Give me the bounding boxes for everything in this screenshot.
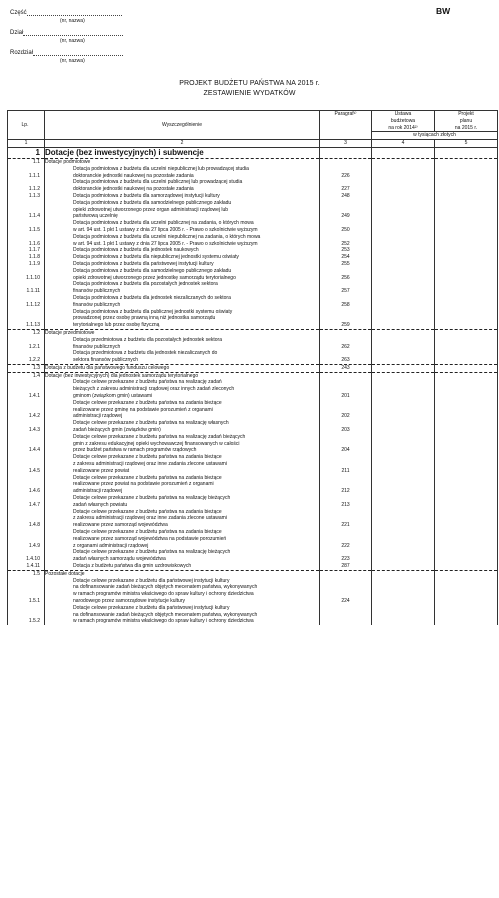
col-lp-header: Lp. [8,111,45,140]
row-description: Dotacje celowe przekazane z budżetu państwa na realizację zadań bieżących z zakresu administracji rządowej oraz innych zadań zleconych gminom (związkom gmin) ustawami [45,379,320,399]
row-paragraf: 257 [320,281,372,295]
row-ustawa-value [372,254,435,261]
row-projekt-value [435,261,498,268]
row-description: Dotacje celowe przekazane z budżetu państwa na realizację bieżących zadań własnych powiatu [45,495,320,509]
table-row [8,400,498,420]
row-projekt-value [435,254,498,261]
row-ustawa-value [372,454,435,474]
row-paragraf [320,147,372,158]
row-ustawa-value [372,563,435,570]
row-projekt-value [435,400,498,420]
row-ustawa-value [372,379,435,399]
row-projekt-value [435,434,498,454]
row-projekt-value [435,337,498,351]
row-paragraf: 221 [320,509,372,529]
row-paragraf: 248 [320,193,372,200]
row-lp: 1.4.10 [8,549,45,563]
table-row [8,158,498,165]
row-ustawa-value [372,364,435,372]
row-lp: 1.4.4 [8,434,45,454]
row-paragraf: 262 [320,337,372,351]
row-lp: 1.1.13 [8,309,45,330]
row-description: Dotacja podmiotowa z budżetu dla samodzielnego publicznego zakładu opieki zdrowotnej utworzonego przez organ administracji rządowej lub państwową uczelnię [45,200,320,220]
column-number-row [8,140,498,148]
row-lp: 1.1.7 [8,247,45,254]
row-lp: 1.1.8 [8,254,45,261]
row-paragraf [320,605,372,625]
row-lp: 1.2.1 [8,337,45,351]
row-paragraf: 226 [320,166,372,180]
table-row [8,529,498,549]
row-lp: 1.2.2 [8,350,45,364]
row-paragraf: 227 [320,179,372,193]
table-row [8,281,498,295]
row-ustawa-value [372,529,435,549]
dzial-field[interactable] [10,29,123,36]
row-description: Dotacje celowe przekazane z budżetu państwa na zadania bieżące realizowane przez gminę na podstawie porozumień z organami administracji rządowej [45,400,320,420]
row-description: Dotacja podmiotowa z budżetu dla uczelni niepublicznej lub prowadzącej studia doktoranckie jednostki naukowej na pozostałe zadania [45,166,320,180]
table-row [8,454,498,474]
row-paragraf: 202 [320,400,372,420]
expenses-table [7,110,498,625]
col-number: 5 [435,140,498,148]
table-row [8,337,498,351]
row-paragraf: 253 [320,247,372,254]
row-projekt-value [435,605,498,625]
row-projekt-value [435,309,498,330]
row-projekt-value [435,220,498,234]
col-number: 4 [372,140,435,148]
row-paragraf [320,372,372,379]
table-row [8,147,498,158]
row-paragraf: 201 [320,379,372,399]
row-projekt-value [435,281,498,295]
table-row [8,295,498,309]
table-row [8,420,498,434]
row-description: Dotacja z budżetu państwa dla gmin uzdrowiskowych [45,563,320,570]
col-paragraf-header: Paragraf¹⁾ [320,111,372,140]
rozdzial-sub: (nr, nazwa) [60,58,85,64]
row-projekt-value [435,166,498,180]
row-projekt-value [435,570,498,577]
row-paragraf [320,158,372,165]
row-lp: 1.1.2 [8,179,45,193]
row-paragraf: 250 [320,220,372,234]
table-row [8,563,498,570]
row-paragraf [320,329,372,336]
table-row [8,372,498,379]
row-lp: 1.1.1 [8,166,45,180]
row-projekt-value [435,549,498,563]
row-description: Dotacje celowe przekazane z budżetu państwa na realizację zadań bieżących gmin z zakresu edukacyjnej opieki wychowawczej finansowanych w całości przez budżet państwa w ramach programów rządowych [45,434,320,454]
col-ustawa-header: Ustawa budżetowa na rok 2014²⁾ [372,111,435,132]
unit-label: w tysiącach złotych [372,132,498,140]
row-projekt-value [435,329,498,336]
row-description: Dotacje (bez inwestycyjnych) dla jednostek samorządu terytorialnego [45,372,320,379]
table-row [8,268,498,282]
row-ustawa-value [372,261,435,268]
row-paragraf: 287 [320,563,372,570]
table-row [8,350,498,364]
row-paragraf: 255 [320,261,372,268]
row-ustawa-value [372,509,435,529]
row-paragraf: 254 [320,254,372,261]
row-paragraf: 258 [320,295,372,309]
row-description: Dotacja podmiotowa z budżetu dla samodzielnego publicznego zakładu opieki zdrowotnej utworzonego przez jednostkę samorządu terytorialnego [45,268,320,282]
row-description: Dotacje celowe przekazane z budżetu państwa na zadania bieżące z zakresu administracji rządowej oraz inne zadania zlecone ustawami realizowane przez samorząd województwa [45,509,320,529]
row-ustawa-value [372,400,435,420]
table-row [8,495,498,509]
col-desc-header: Wyszczególnienie [45,111,320,140]
row-projekt-value [435,475,498,495]
row-projekt-value [435,179,498,193]
row-projekt-value [435,364,498,372]
row-lp: 1.4.3 [8,420,45,434]
row-projekt-value [435,234,498,248]
row-lp: 1.4.11 [8,563,45,570]
row-description: Dotacje przedmiotowe [45,329,320,336]
row-paragraf: 222 [320,529,372,549]
row-description: Dotacje celowe przekazane z budżetu państwa na zadania bieżące z zakresu administracji rządowej oraz inne zadania zlecone ustawami realizowane przez powiat [45,454,320,474]
row-lp: 1.1.6 [8,234,45,248]
row-description: Dotacje celowe przekazane z budżetu państwa na zadania bieżące realizowane przez powiat na podstawie porozumień z organami administracji rządowej [45,475,320,495]
row-projekt-value [435,379,498,399]
row-ustawa-value [372,495,435,509]
row-ustawa-value [372,434,435,454]
czesc-dotted-line [27,9,122,16]
table-row [8,220,498,234]
row-ustawa-value [372,309,435,330]
row-lp: 1.4.2 [8,400,45,420]
row-lp: 1.5 [8,570,45,577]
row-lp: 1.1.9 [8,261,45,268]
row-ustawa-value [372,570,435,577]
row-description: Dotacja z budżetu dla państwowego funduszu celowego [45,364,320,372]
table-row [8,578,498,605]
row-ustawa-value [372,337,435,351]
table-row [8,434,498,454]
row-description: Dotacje celowe przekazane z budżetu państwa na zadania bieżące realizowane przez samorząd województwa na podstawie porozumień z organami administracji rządowej [45,529,320,549]
row-lp: 1.4.1 [8,379,45,399]
row-ustawa-value [372,475,435,495]
row-description: Dotacje celowe przekazane z budżetu dla państwowej instytucji kultury na dofinansowanie zadań bieżących objętych mecenatem państwa, wykonywanych w ramach programów ministra właściwego do spraw kultury i ochrony dziedzictwa [45,605,320,625]
row-ustawa-value [372,220,435,234]
row-description: Dotacja podmiotowa z budżetu dla uczelni publicznej na zadania, o których mowa w art. 94 ust. 1 pkt 1 ustawy z dnia 27 lipca 2005 r. - Prawo o szkolnictwie wyższym [45,220,320,234]
row-description: Dotacja przedmiotowa z budżetu dla pozostałych jednostek sektora finansów publicznych [45,337,320,351]
row-ustawa-value [372,200,435,220]
col-number: 3 [320,140,372,148]
row-lp: 1.1.11 [8,281,45,295]
row-projekt-value [435,578,498,605]
row-description: Pozostałe dotacje [45,570,320,577]
row-ustawa-value [372,166,435,180]
row-description: Dotacja podmiotowa z budżetu dla uczelni publicznej lub prowadzącej studia doktoranckie jednostki naukowej na pozostałe zadania [45,179,320,193]
row-ustawa-value [372,281,435,295]
table-row [8,509,498,529]
row-lp: 1 [8,147,45,158]
table-row [8,200,498,220]
row-ustawa-value [372,193,435,200]
row-lp: 1.4.8 [8,509,45,529]
document-subtitle: ZESTAWIENIE WYDATKÓW [203,90,296,97]
row-projekt-value [435,529,498,549]
table-row [8,549,498,563]
row-projekt-value [435,193,498,200]
row-description: Dotacje celowe przekazane z budżetu państwa na realizację bieżących zadań własnych samorządu województwa [45,549,320,563]
row-lp: 1.1.10 [8,268,45,282]
row-projekt-value [435,454,498,474]
row-description: Dotacja podmiotowa z budżetu dla samorządowej instytucji kultury [45,193,320,200]
row-lp: 1.4.6 [8,475,45,495]
czesc-field[interactable] [10,9,122,16]
row-ustawa-value [372,179,435,193]
row-ustawa-value [372,372,435,379]
row-ustawa-value [372,350,435,364]
row-ustawa-value [372,578,435,605]
row-lp: 1.4 [8,372,45,379]
row-ustawa-value [372,158,435,165]
row-lp: 1.1 [8,158,45,165]
dzial-label: Dział [10,30,24,36]
table-row [8,379,498,399]
row-projekt-value [435,350,498,364]
table-row [8,166,498,180]
row-paragraf: 256 [320,268,372,282]
row-paragraf: 204 [320,434,372,454]
row-description: Dotacja podmiotowa z budżetu dla uczelni niepublicznej na zadania, o których mowa w art. 94 ust. 1 pkt 1 ustawy z dnia 27 lipca 2005 r. - Prawo o szkolnictwie wyższym [45,234,320,248]
row-projekt-value [435,147,498,158]
row-paragraf: 211 [320,454,372,474]
row-projekt-value [435,268,498,282]
row-paragraf: 213 [320,495,372,509]
row-lp: 1.1.12 [8,295,45,309]
row-paragraf: 203 [320,420,372,434]
row-paragraf: 249 [320,200,372,220]
row-ustawa-value [372,420,435,434]
row-ustawa-value [372,329,435,336]
row-description: Dotacja podmiotowa z budżetu dla jednostek niezaliczanych do sektora finansów publicznych [45,295,320,309]
row-description: Dotacja podmiotowa z budżetu dla jednostek naukowych [45,247,320,254]
table-row [8,234,498,248]
row-projekt-value [435,158,498,165]
form-code: BW [436,6,451,16]
row-lp: 1.1.5 [8,220,45,234]
row-projekt-value [435,509,498,529]
row-paragraf: 243 [320,364,372,372]
table-row [8,193,498,200]
rozdzial-label: Rozdział [10,50,34,56]
row-ustawa-value [372,268,435,282]
table-row [8,179,498,193]
row-projekt-value [435,247,498,254]
row-paragraf: 263 [320,350,372,364]
table-row [8,309,498,330]
row-lp: 1.3 [8,364,45,372]
czesc-sub: (nr, nazwa) [60,18,85,24]
czesc-label: Część [10,10,27,16]
row-paragraf: 224 [320,578,372,605]
table-row [8,475,498,495]
table-row [8,329,498,336]
table-row [8,254,498,261]
row-lp: 1.2 [8,329,45,336]
row-lp: 1.1.3 [8,193,45,200]
row-ustawa-value [372,295,435,309]
row-projekt-value [435,372,498,379]
row-description: Dotacje celowe przekazane z budżetu państwa na realizację własnych zadań bieżących gmin (związków gmin) [45,420,320,434]
table-row [8,570,498,577]
col-number: 1 [8,140,45,148]
row-description: Dotacje podmiotowe [45,158,320,165]
row-lp: 1.5.1 [8,578,45,605]
table-row [8,261,498,268]
row-lp: 1.1.4 [8,200,45,220]
row-paragraf: 252 [320,234,372,248]
rozdzial-field[interactable] [10,49,123,56]
table-row [8,364,498,372]
row-ustawa-value [372,247,435,254]
row-lp: 1.4.9 [8,529,45,549]
row-description: Dotacja podmiotowa z budżetu dla publicznej jednostki systemu oświaty prowadzonej przez osobę prawną inną niż jednostka samorządu terytorialnego lub przez osobę fizyczną [45,309,320,330]
row-lp: 1.4.5 [8,454,45,474]
row-ustawa-value [372,549,435,563]
rozdzial-dotted-line [33,49,123,56]
col-number: 2 [45,140,320,148]
row-description: Dotacja podmiotowa z budżetu dla państwowej instytucji kultury [45,261,320,268]
row-projekt-value [435,495,498,509]
table-row [8,605,498,625]
document-title: PROJEKT BUDŻETU PAŃSTWA NA 2015 r. [179,80,320,87]
row-lp: 1.5.2 [8,605,45,625]
row-lp: 1.4.7 [8,495,45,509]
table-header-row [8,111,498,132]
row-paragraf: 212 [320,475,372,495]
dzial-dotted-line [23,29,123,36]
row-projekt-value [435,420,498,434]
row-ustawa-value [372,605,435,625]
row-description: Dotacje (bez inwestycyjnych) i subwencje [45,147,320,158]
table-row [8,247,498,254]
row-paragraf: 223 [320,549,372,563]
row-description: Dotacje celowe przekazane z budżetu dla państwowej instytucji kultury na dofinansowanie zadań bieżących objętych mecenatem państwa, wykonywanych w ramach programów ministra właściwego do spraw kultury i ochrony dziedzictwa narodowego przez samorządowe instytucje kultury [45,578,320,605]
row-paragraf [320,570,372,577]
col-projekt-header: Projekt planu na 2015 r. [435,111,498,132]
row-description: Dotacja przedmiotowa z budżetu dla jednostek niezaliczanych do sektora finansów publicznych [45,350,320,364]
dzial-sub: (nr, nazwa) [60,38,85,44]
row-ustawa-value [372,234,435,248]
row-paragraf: 259 [320,309,372,330]
row-projekt-value [435,295,498,309]
row-description: Dotacja podmiotowa z budżetu dla niepublicznej jednostki systemu oświaty [45,254,320,261]
row-projekt-value [435,200,498,220]
row-projekt-value [435,563,498,570]
row-ustawa-value [372,147,435,158]
row-description: Dotacja podmiotowa z budżetu dla pozostałych jednostek sektora finansów publicznych [45,281,320,295]
